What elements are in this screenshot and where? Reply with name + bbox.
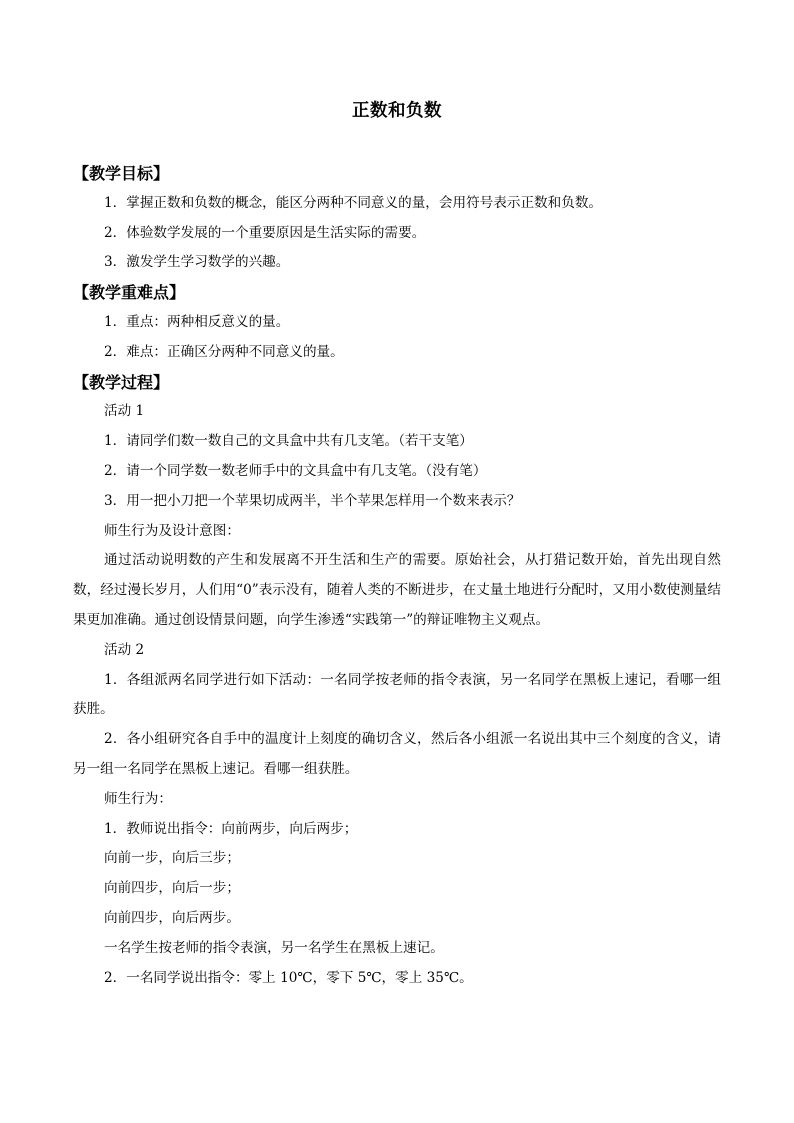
behavior-line: 向前四步，向后两步。 [104, 909, 240, 926]
activity-2-item: 1．各组派两名同学进行如下活动：一名同学按老师的指令表演，另一名同学在黑板上速记，看哪一组获胜。 [73, 671, 721, 718]
activity-1-item: 3．用一把小刀把一个苹果切成两半，半个苹果怎样用一个数来表示？ [104, 492, 521, 509]
objective-item: 3．激发学生学习数学的兴趣。 [104, 254, 290, 271]
activity-1-item: 2．请一个同学数一数老师手中的文具盒中有几支笔。（没有笔） [104, 462, 487, 479]
key-point-item: 2．难点：正确区分两种不同意义的量。 [104, 343, 344, 360]
objective-item: 1．掌握正数和负数的概念，能区分两种不同意义的量，会用符号表示正数和负数。 [104, 194, 603, 211]
document-body [73, 159, 721, 993]
section-heading-key-points: 【教学重难点】 [73, 283, 186, 303]
activity-1-design-text: 通过活动说明数的产生和发展离不开生活和生产的需要。原始社会，从打猎记数开始，首先出现自然数，经过漫长岁月，人们用“0”表示没有，随着人类的不断进步，在丈量土地进行分配时，又用小数使测量结果更加准确。通过创设情景问题，向学生渗透“实践第一”的辩证唯物主义观点。 [73, 552, 721, 628]
activity-1-item: 1．请同学们数一数自己的文具盒中共有几支笔。（若干支笔） [104, 433, 473, 450]
objective-item: 2．体验数学发展的一个重要原因是生活实际的需要。 [104, 224, 426, 241]
page-title: 正数和负数 [352, 101, 442, 121]
activity-2-behavior-label: 师生行为： [104, 790, 172, 807]
activity-2-item: 2．各小组研究各自手中的温度计上刻度的确切含义，然后各小组派一名说出其中三个刻度的含义，请另一组一名同学在黑板上速记。看哪一组获胜。 [73, 731, 721, 777]
behavior-line: 1．教师说出指令：向前两步，向后两步； [104, 820, 358, 837]
section-heading-objectives: 【教学目标】 [73, 164, 170, 183]
key-point-item: 1．重点：两种相反意义的量。 [104, 313, 290, 330]
behavior-line: 向前四步，向后一步； [104, 880, 240, 897]
section-heading-process: 【教学过程】 [73, 372, 170, 392]
activity-1-label: 活动 1 [104, 403, 145, 420]
activity-2-label: 活动 2 [104, 641, 145, 658]
behavior-line: 向前一步，向后三步； [104, 850, 240, 867]
behavior-line: 一名学生按老师的指令表演，另一名学生在黑板上速记。 [104, 939, 444, 956]
behavior-line: 2．一名同学说出指令：零上 10℃，零下 5℃，零上 35℃。 [104, 969, 473, 986]
activity-1-design-label: 师生行为及设计意图： [104, 522, 240, 539]
